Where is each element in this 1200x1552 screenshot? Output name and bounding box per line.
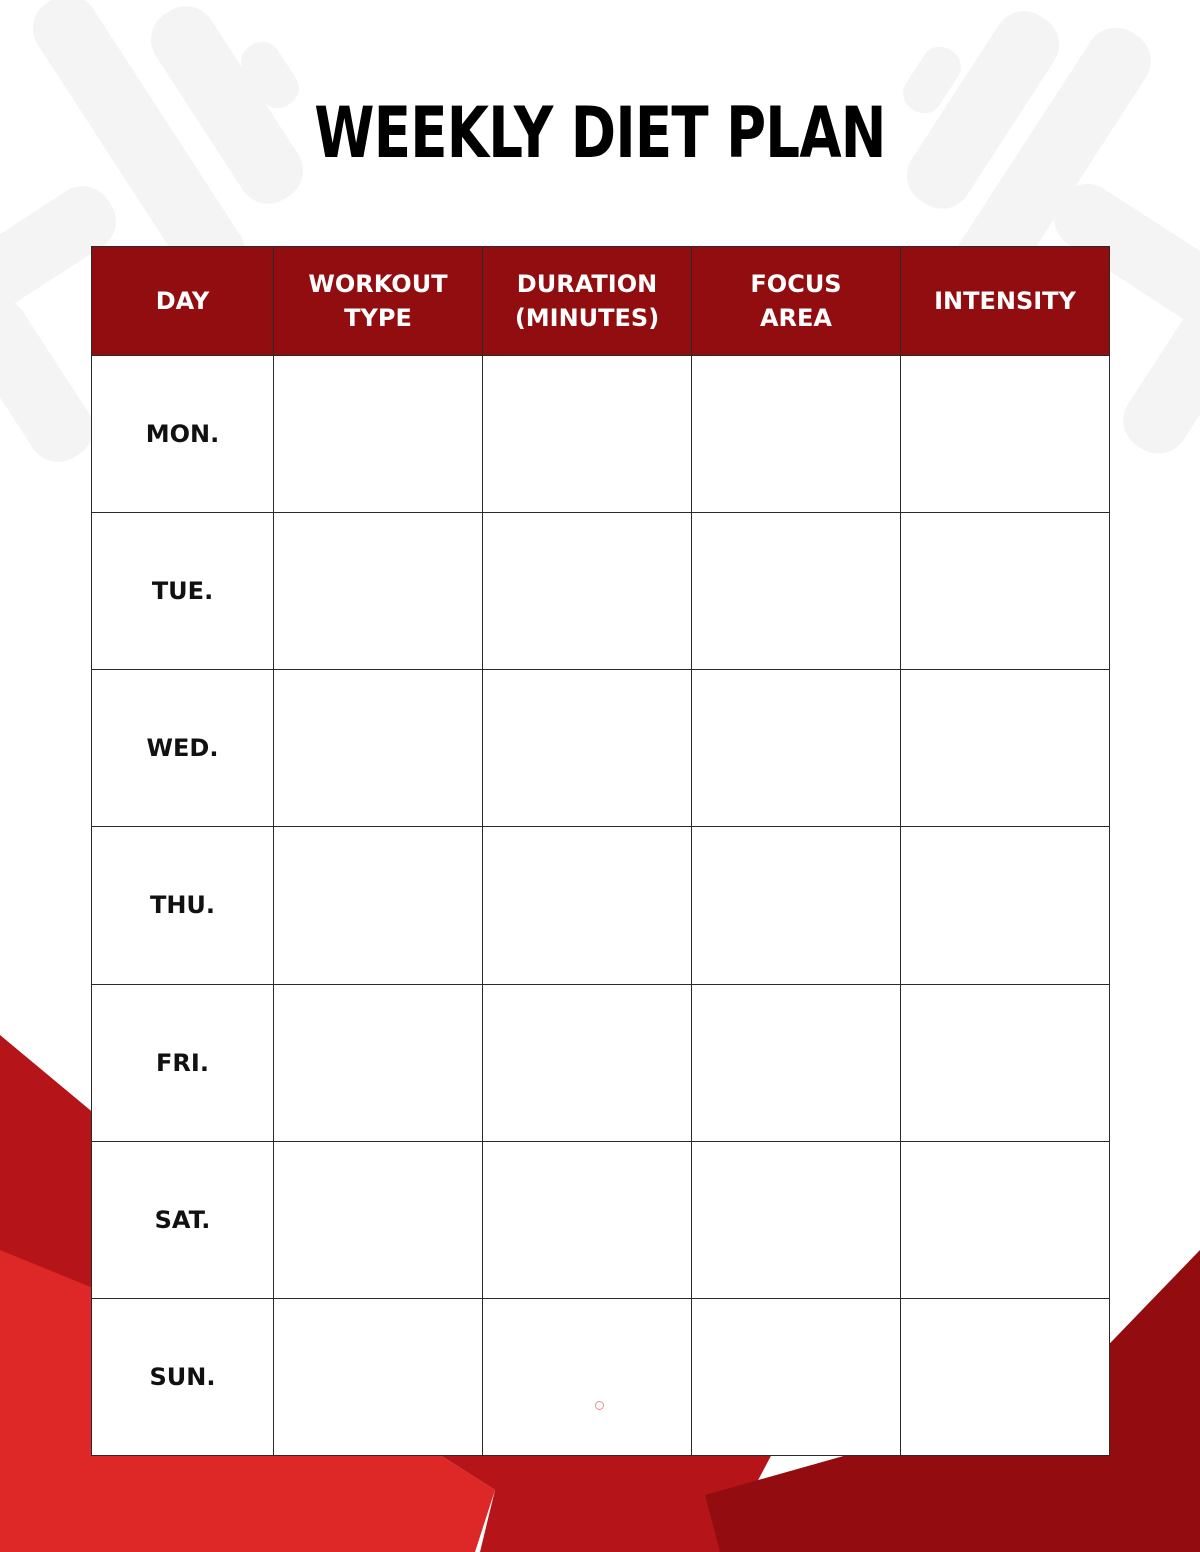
intensity-cell[interactable] [901,1298,1110,1455]
day-label: THU. [92,827,274,984]
table-row [92,356,1110,513]
day-label: WED. [92,670,274,827]
duration-cell[interactable] [483,827,692,984]
focus-area-cell[interactable] [692,827,901,984]
duration-cell[interactable] [483,984,692,1141]
header-focus-area: FOCUS AREA [692,247,901,356]
day-label: SAT. [92,1141,274,1298]
intensity-cell[interactable] [901,670,1110,827]
diet-plan-table [91,246,1110,1456]
small-circle-marker-icon [595,1401,604,1410]
intensity-cell[interactable] [901,356,1110,513]
duration-cell[interactable] [483,670,692,827]
day-label: TUE. [92,513,274,670]
workout-type-cell[interactable] [274,1298,483,1455]
workout-type-cell[interactable] [274,513,483,670]
header-workout-type: WORKOUT TYPE [274,247,483,356]
duration-cell[interactable] [483,513,692,670]
intensity-cell[interactable] [901,513,1110,670]
focus-area-cell[interactable] [692,513,901,670]
workout-type-cell[interactable] [274,356,483,513]
workout-type-cell[interactable] [274,670,483,827]
day-label: MON. [92,356,274,513]
table-row [92,984,1110,1141]
workout-type-cell[interactable] [274,984,483,1141]
duration-cell[interactable] [483,1298,692,1455]
intensity-cell[interactable] [901,984,1110,1141]
focus-area-cell[interactable] [692,984,901,1141]
focus-area-cell[interactable] [692,1298,901,1455]
table-row [92,1141,1110,1298]
table-row [92,827,1110,984]
focus-area-cell[interactable] [692,670,901,827]
intensity-cell[interactable] [901,827,1110,984]
header-day: DAY [92,247,274,356]
header-duration: DURATION (MINUTES) [483,247,692,356]
day-label: FRI. [92,984,274,1141]
focus-area-cell[interactable] [692,356,901,513]
table-row [92,513,1110,670]
duration-cell[interactable] [483,356,692,513]
header-intensity: INTENSITY [901,247,1110,356]
table-row [92,1298,1110,1455]
page-title: WEEKLY DIET PLAN [314,92,886,174]
duration-cell[interactable] [483,1141,692,1298]
intensity-cell[interactable] [901,1141,1110,1298]
workout-type-cell[interactable] [274,1141,483,1298]
focus-area-cell[interactable] [692,1141,901,1298]
workout-type-cell[interactable] [274,827,483,984]
table-row [92,670,1110,827]
table-header-row [92,247,1110,356]
day-label: SUN. [92,1298,274,1455]
